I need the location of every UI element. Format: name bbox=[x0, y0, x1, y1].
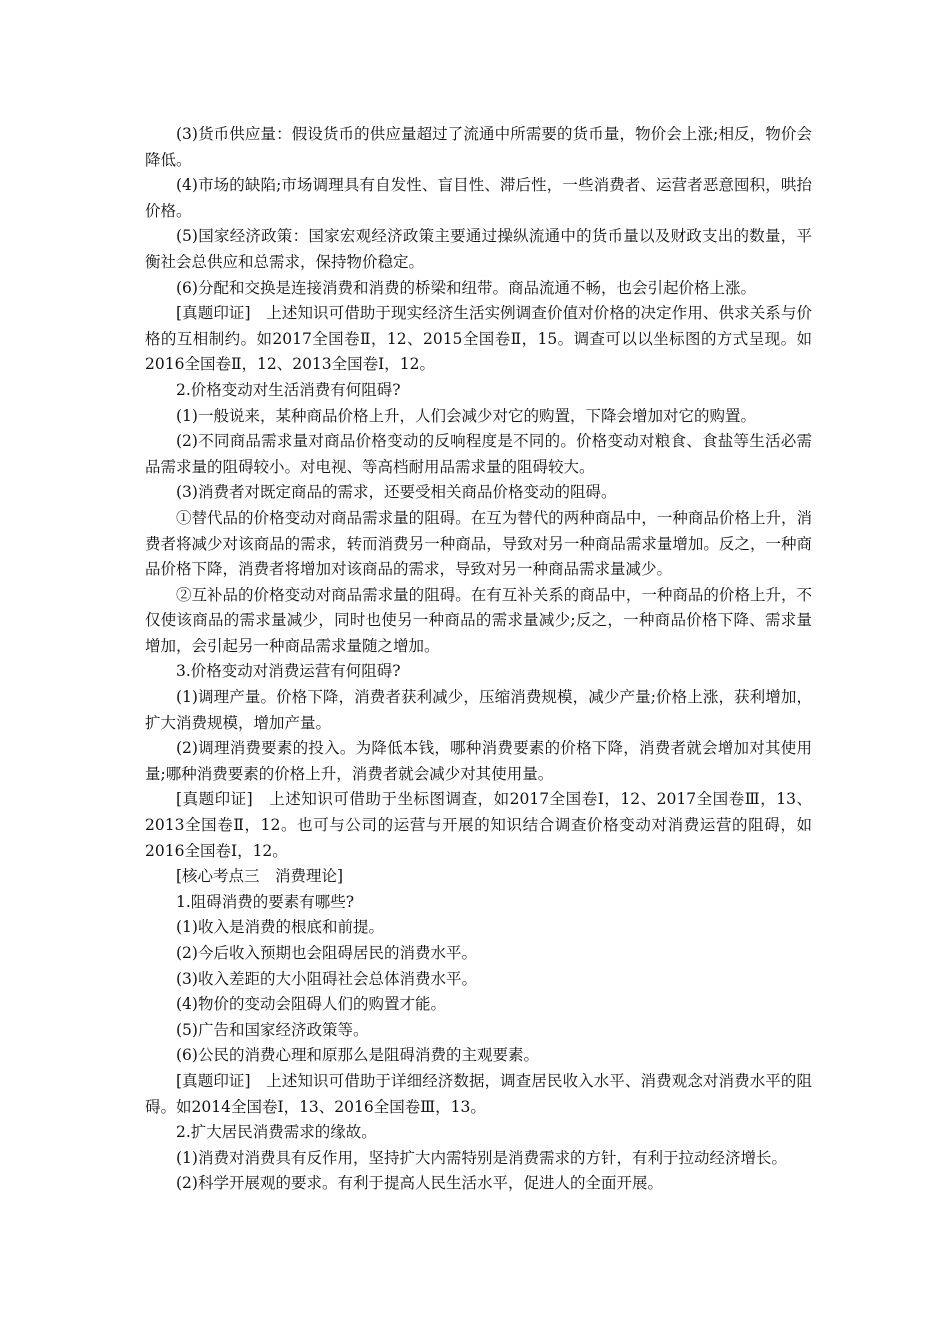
paragraph-scientific-development: (2)科学开展观的要求。有利于提高人民生活水平，促进人的全面开展。 bbox=[176, 1174, 663, 1193]
paragraph-exam-reference-1: [真题印证] 上述知识可借助于现实经济生活实例调查价值对价格的决定作用、供求关系与价格的互相制约。如2017全国卷Ⅱ，12、2015全国卷Ⅱ，15。调查可以以坐标图的方式呈现。如2016全国卷Ⅱ，12、2013全国卷Ⅰ，12。 bbox=[145, 304, 812, 374]
paragraph-market-defects: (4)市场的缺陷;市场调理具有自发性、盲目性、滞后性，一些消费者、运营者恶意囤积，哄抬价格。 bbox=[145, 176, 812, 220]
paragraph-adjust-output: (1)调理产量。价格下降，消费者获利减少，压缩消费规模，减少产量;价格上涨，获利增加，扩大消费规模，增加产量。 bbox=[145, 688, 812, 732]
paragraph-general-demand: (1)一般说来，某种商品价格上升，人们会减少对它的购置，下降会增加对它的购置。 bbox=[176, 406, 756, 425]
document-body bbox=[145, 122, 812, 1197]
list-item-income-expectation: (2)今后收入预期也会阻碍居民的消费水平。 bbox=[176, 944, 477, 962]
paragraph-exam-reference-2: [真题印证] 上述知识可借助于坐标图调查，如2017全国卷Ⅰ，12、2017全国卷Ⅲ，13、2013全国卷Ⅱ，12。也可与公司的运营与开展的知识结合调查价格变动对消费运营的阻碍，如2016全国卷Ⅰ，12。 bbox=[145, 790, 812, 860]
list-item-income-gap: (3)收入差距的大小阻碍社会总体消费水平。 bbox=[176, 969, 477, 988]
paragraph-exam-reference-3: [真题印证] 上述知识可借助于详细经济数据，调查居民收入水平、消费观念对消费水平的阻碍。如2014全国卷Ⅰ，13、2016全国卷Ⅲ，13。 bbox=[145, 1071, 812, 1116]
heading-consumption-factors: 1.阻碍消费的要素有哪些? bbox=[176, 892, 355, 911]
paragraph-demand-elasticity: (2)不同商品需求量对商品价格变动的反响程度是不同的。价格变动对粮食、食盐等生活必需品需求量的阻碍较小。对电视、等高档耐用品需求量的阻碍较大。 bbox=[145, 432, 812, 476]
paragraph-economic-policy: (5)国家经济政策：国家宏观经济政策主要通过操纵流通中的货币量以及财政支出的数量，平衡社会总供应和总需求，保持物价稳定。 bbox=[145, 227, 812, 271]
paragraph-distribution-exchange: (6)分配和交换是连接消费和消费的桥梁和纽带。商品流通不畅，也会引起价格上涨。 bbox=[176, 278, 756, 297]
paragraph-money-supply: (3)货币供应量：假设货币的供应量超过了流通中所需要的货币量，物价会上涨;相反，物价会降低。 bbox=[145, 125, 812, 169]
paragraph-related-goods: (3)消费者对既定商品的需求，还要受相关商品价格变动的阻碍。 bbox=[176, 483, 617, 502]
list-item-income: (1)收入是消费的根底和前提。 bbox=[176, 918, 384, 937]
list-item-consumer-psychology: (6)公民的消费心理和原那么是阻碍消费的主观要素。 bbox=[176, 1046, 539, 1065]
heading-price-effect-production: 3.价格变动对消费运营有何阻碍? bbox=[176, 662, 401, 681]
paragraph-adjust-inputs: (2)调理消费要素的投入。为降低本钱，哪种消费要素的价格下降，消费者就会增加对其使用量;哪种消费要素的价格上升，消费者就会减少对其使用量。 bbox=[145, 739, 812, 783]
list-item-advertising: (5)广告和国家经济政策等。 bbox=[176, 1020, 369, 1039]
heading-price-effect-consumption: 2.价格变动对生活消费有何阻碍? bbox=[176, 380, 401, 399]
paragraph-complements: ②互补品的价格变动对商品需求量的阻碍。在有互补关系的商品中，一种商品的价格上升，不仅使该商品的需求量减少，同时也使另一种商品的需求量减少;反之，一种商品价格下降、需求量增加，会引起另一种商品需求量随之增加。 bbox=[145, 585, 812, 655]
paragraph-consumption-reaction: (1)消费对消费具有反作用，坚持扩大内需特别是消费需求的方针，有利于拉动经济增长。 bbox=[176, 1148, 787, 1167]
heading-expand-demand: 2.扩大居民消费需求的缘故。 bbox=[176, 1123, 377, 1142]
paragraph-substitutes: ①替代品的价格变动对商品需求量的阻碍。在互为替代的两种商品中，一种商品价格上升，消费者将减少对该商品的需求，转而消费另一种商品，导致对另一种商品需求量增加。反之，一种商品价格下降，消费者将增加对该商品的需求，导致对另一种商品需求量减少。 bbox=[145, 508, 812, 579]
list-item-price-change: (4)物价的变动会阻碍人们的购置才能。 bbox=[176, 995, 446, 1014]
heading-core-topic-3: [核心考点三 消费理论] bbox=[176, 867, 344, 886]
